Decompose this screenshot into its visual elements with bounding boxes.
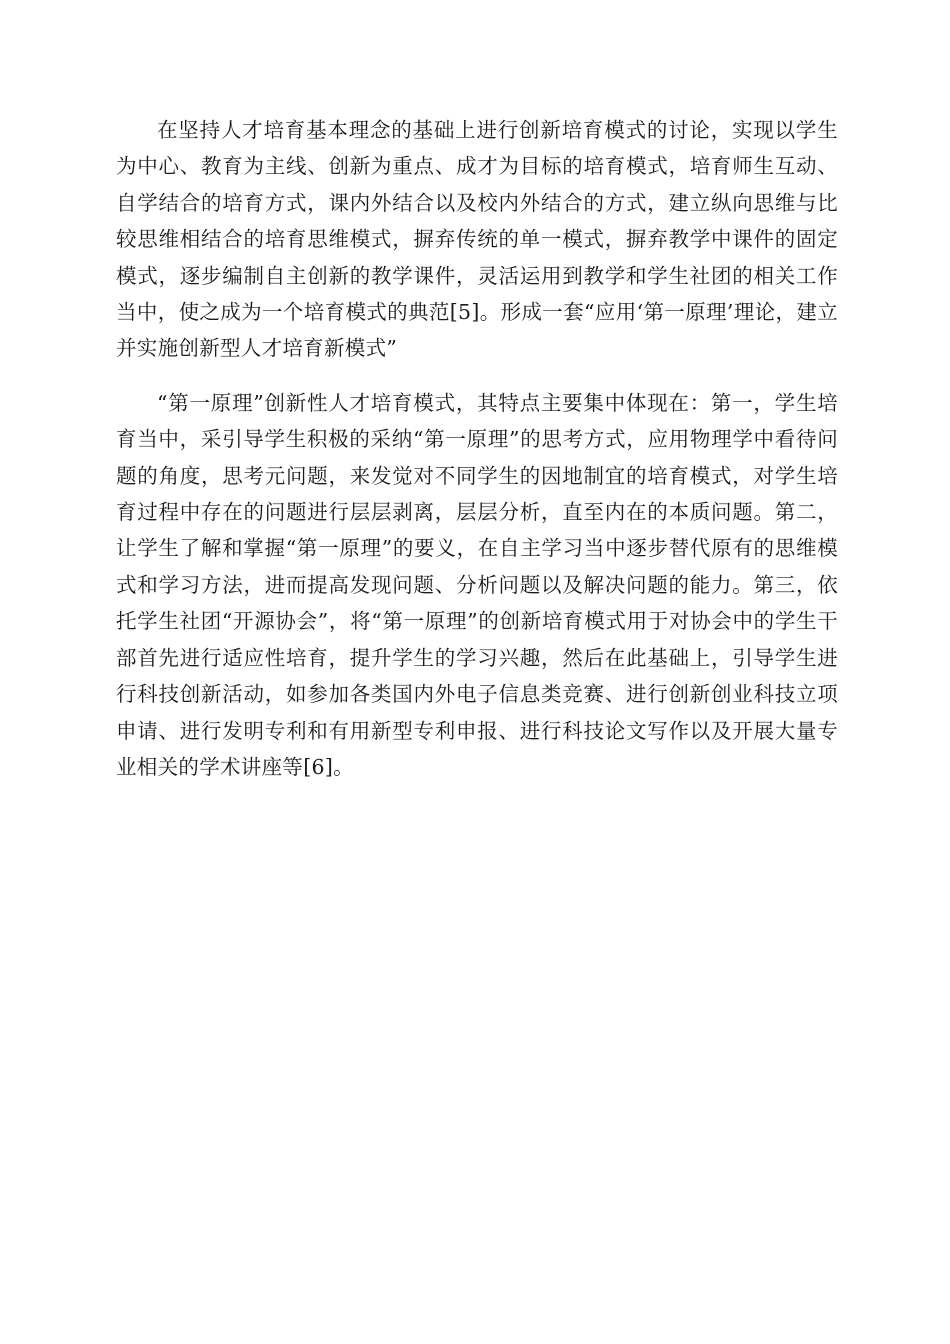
document-body [116, 112, 838, 785]
paragraph-2: “第一原理”创新性人才培育模式，其特点主要集中体现在：第一，学生培育当中，采引导学生积极的采纳“第一原理”的思考方式，应用物理学中看待问题的角度，思考元问题，来发觉对不同学生的因地制宜的培育模式，对学生培育过程中存在的问题进行层层剥离，层层分析，直至内在的本质问题。第二，让学生了解和掌握“第一原理”的要义，在自主学习当中逐步替代原有的思维模式和学习方法，进而提高发现问题、分析问题以及解决问题的能力。第三，依托学生社团“开源协会”，将“第一原理”的创新培育模式用于对协会中的学生干部首先进行适应性培育，提升学生的学习兴趣，然后在此基础上，引导学生进行科技创新活动，如参加各类国内外电子信息类竞赛、进行创新创业科技立项申请、进行发明专利和有用新型专利申报、进行科技论文写作以及开展大量专业相关的学术讲座等[6]。 [116, 390, 838, 779]
paragraph-1: 在坚持人才培育基本理念的基础上进行创新培育模式的讨论，实现以学生为中心、教育为主线、创新为重点、成才为目标的培育模式，培育师生互动、自学结合的培育方式，课内外结合以及校内外结合的方式，建立纵向思维与比较思维相结合的培育思维模式，摒弃传统的单一模式，摒弃教学中课件的固定模式，逐步编制自主创新的教学课件，灵活运用到教学和学生社团的相关工作当中，使之成为一个培育模式的典范[5]。形成一套“应用‘第一原理’理论，建立并实施创新型人才培育新模式” [116, 118, 838, 361]
